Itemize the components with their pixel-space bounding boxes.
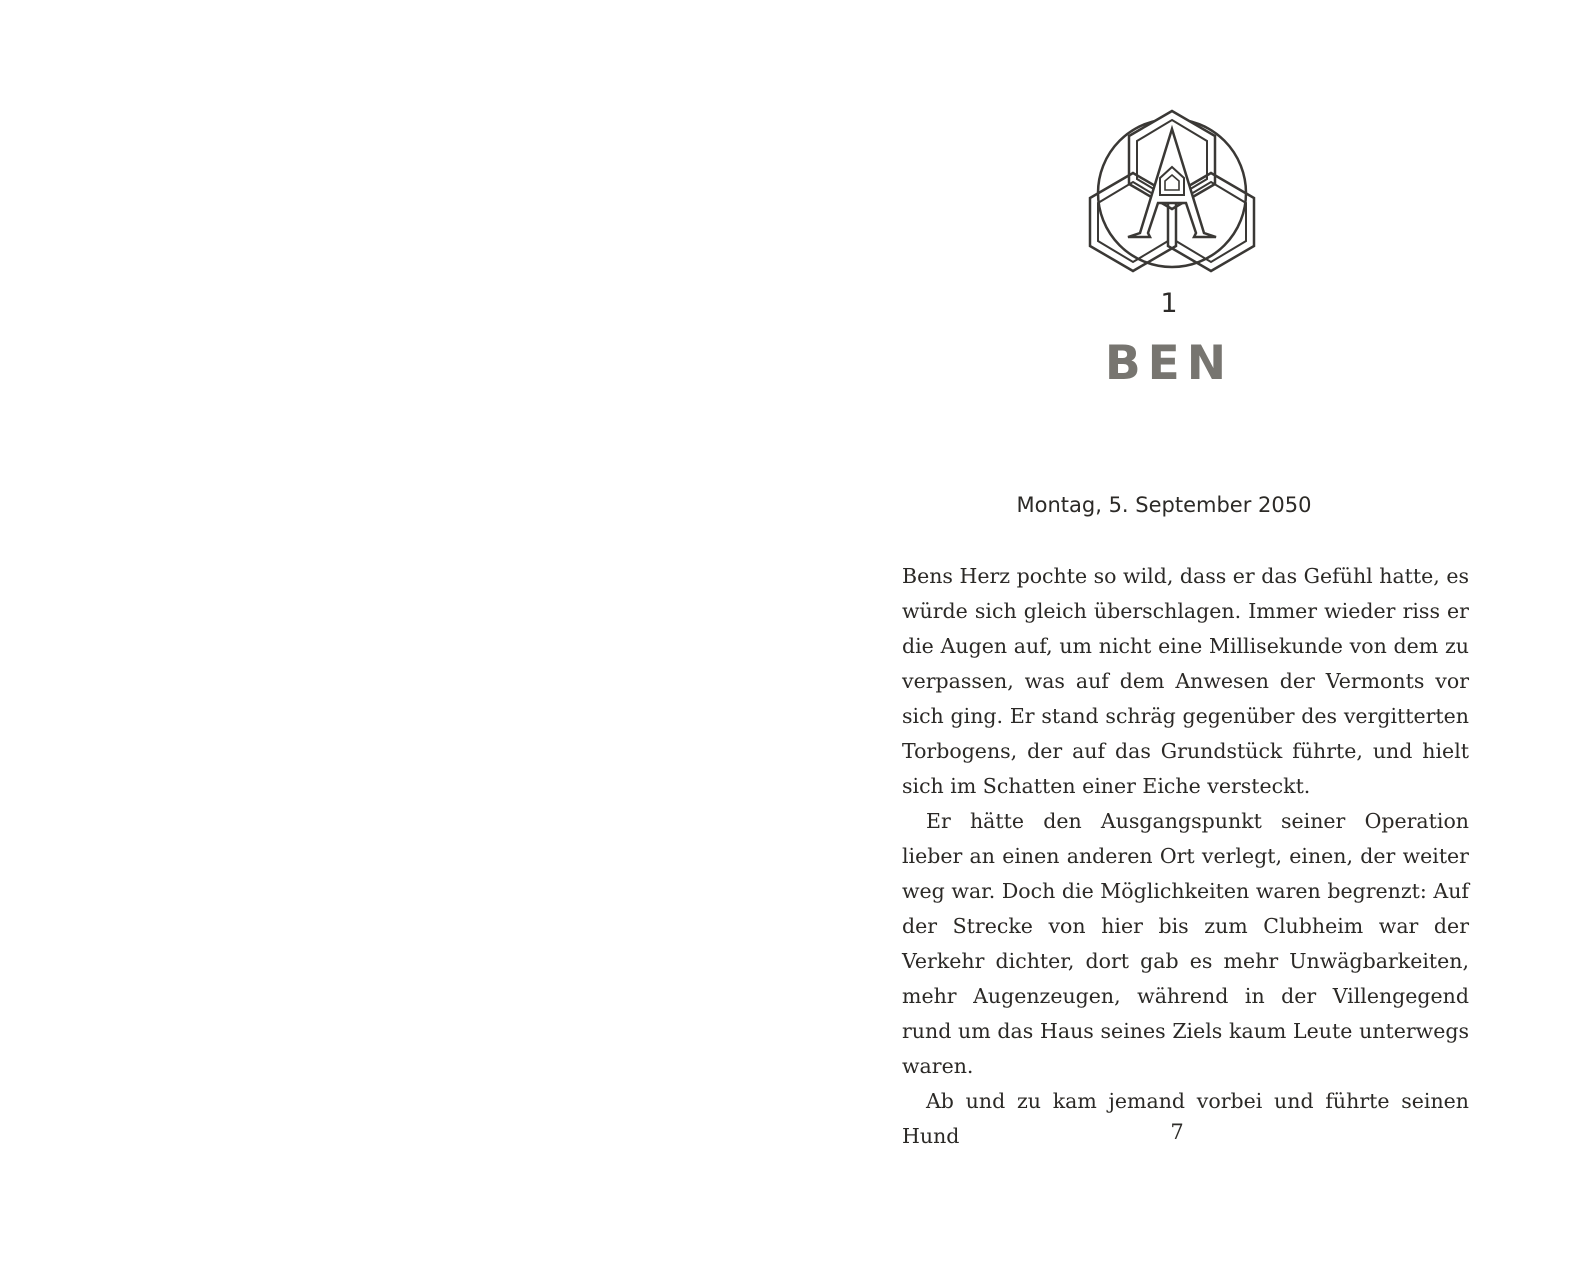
paragraph: Bens Herz pochte so wild, dass er das Gefühl hatte, es würde sich gleich überschlagen. Immer wieder riss er die Augen auf, um nicht eine Millisekunde von dem zu verpassen, was auf dem Anwesen der Vermonts vor sich ging. Er stand schräg gegenüber des vergitterten Torbogens, der auf das Grundstück führte, und hielt sich im Schatten einer Eiche versteckt. xyxy=(902,564,1469,798)
paragraph: Ab und zu kam jemand vorbei und führte seinen Hund xyxy=(902,1089,1469,1148)
chapter-number: 1 xyxy=(1160,288,1178,319)
body-text xyxy=(902,559,1469,1154)
hexagon-a-emblem-icon xyxy=(1088,105,1256,275)
page-number: 7 xyxy=(1170,1120,1184,1144)
paragraph: Er hätte den Ausgangspunkt seiner Operation lieber an einen anderen Ort verlegt, einen, der weiter weg war. Doch die Möglichkeiten waren begrenzt: Auf der Strecke von hier bis zum Clubheim war der Verkehr dichter, dort gab es mehr Unwägbarkeiten, mehr Augenzeugen, während in der Villengegend rund um das Haus seines Ziels kaum Leute unterwegs waren. xyxy=(902,809,1469,1078)
chapter-date: Montag, 5. September 2050 xyxy=(1016,493,1312,517)
chapter-title: BEN xyxy=(1104,336,1234,391)
